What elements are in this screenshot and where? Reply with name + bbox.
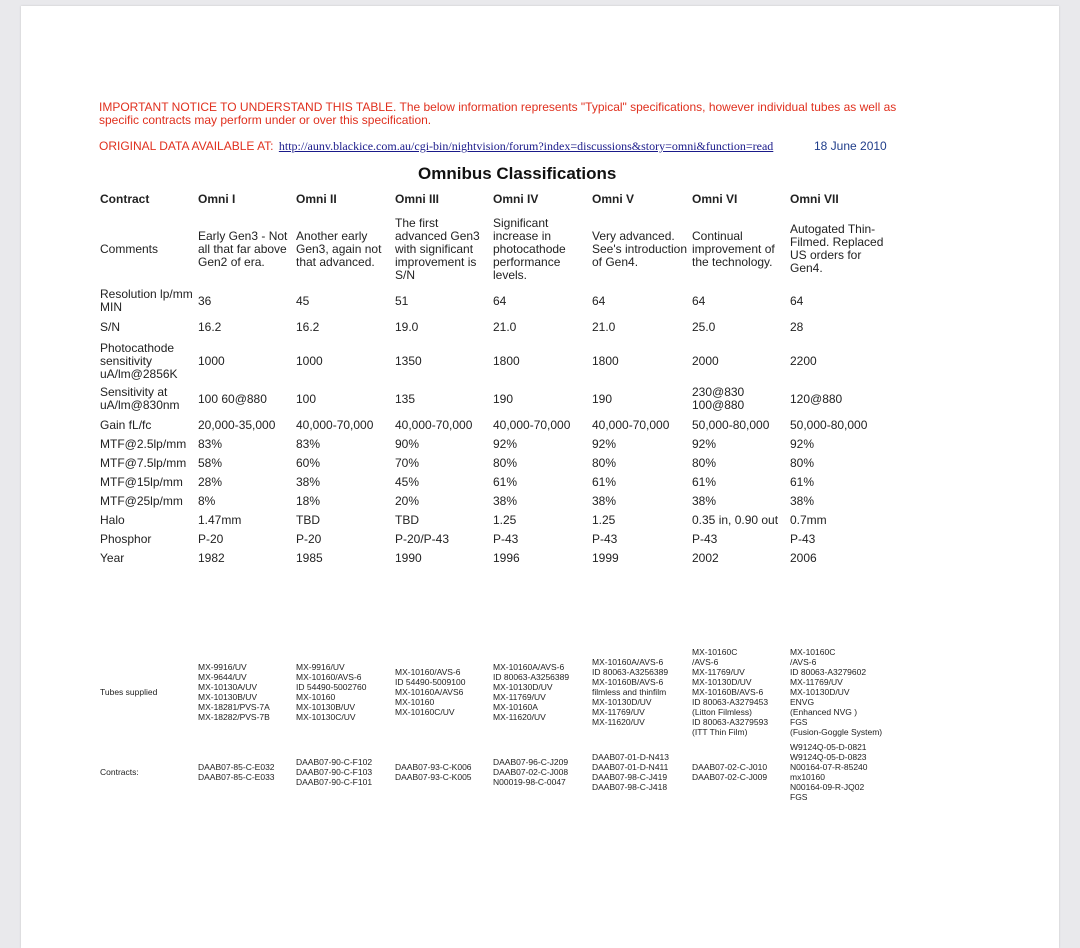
table-cell: 83% xyxy=(296,437,321,451)
important-notice: IMPORTANT NOTICE TO UNDERSTAND THIS TABLE. The below information represents "Typical" specifications, however individual tubes as well as specific contracts may perform under or over this specification. xyxy=(99,100,897,127)
table-cell: 38% xyxy=(493,494,518,508)
table-cell: P-20 xyxy=(296,532,322,546)
table-cell: 1.25 xyxy=(592,513,616,527)
table-cell: P-20/P-43 xyxy=(395,532,450,546)
table-row xyxy=(98,339,888,383)
column-header: Omni III xyxy=(395,191,440,206)
table-cell: 2200 xyxy=(790,353,817,368)
row-label: Tubes supplied xyxy=(100,687,158,697)
table-cell: DAAB07-02-C-J010 DAAB07-02-C-J009 xyxy=(692,762,768,782)
row-label: S/N xyxy=(100,319,121,334)
table-cell: 2000 xyxy=(692,353,719,368)
contracts-row xyxy=(98,740,888,804)
table-cell: 38% xyxy=(790,494,815,508)
table-cell: 92% xyxy=(493,437,518,451)
table-cell: 1000 xyxy=(198,353,225,368)
column-header: Omni VI xyxy=(692,191,738,206)
table-cell: DAAB07-01-D-N413 DAAB07-01-D-N411 DAAB07-98-C-J419 DAAB07-98-C-J418 xyxy=(592,752,670,792)
table-cell: MX-10160A/AVS-6 ID 80063-A3256389 MX-10130D/UV MX-11769/UV MX-10160A MX-11620/UV xyxy=(493,662,570,722)
row-label: Sensitivity at uA/lm@830nm xyxy=(100,385,180,412)
table-cell: 51 xyxy=(395,293,409,308)
table-cell: 80% xyxy=(692,456,717,470)
row-label: Year xyxy=(100,551,125,565)
table-cell: 190 xyxy=(493,391,514,406)
table-cell: MX-10160A/AVS-6 ID 80063-A3256389 MX-10160B/AVS-6 filmless and thinfilm MX-10130D/UV MX-11769/UV MX-11620/UV xyxy=(592,657,669,727)
table-cell: 64 xyxy=(592,293,606,308)
table-cell: 38% xyxy=(592,494,617,508)
table-cell: 80% xyxy=(790,456,815,470)
table-cell: 25.0 xyxy=(692,319,716,334)
table-cell: 64 xyxy=(493,293,507,308)
table-cell: 50,000-80,000 xyxy=(790,417,868,432)
table-cell: Another early Gen3, again not that advanced. xyxy=(296,228,382,269)
table-cell: P-43 xyxy=(692,532,718,546)
table-cell: 58% xyxy=(198,456,223,470)
table-cell: 28 xyxy=(790,319,804,334)
table-row xyxy=(98,511,888,530)
table-cell: 83% xyxy=(198,437,223,451)
table-cell: 230@830 100@880 xyxy=(692,385,745,412)
table-cell: 36 xyxy=(198,293,212,308)
table-cell: TBD xyxy=(395,513,419,527)
table-cell: P-43 xyxy=(493,532,519,546)
table-cell: 120@880 xyxy=(790,391,843,406)
table-row xyxy=(98,211,888,287)
table-cell: 1999 xyxy=(592,551,619,565)
table-cell: 135 xyxy=(395,391,416,406)
table-cell: MX-9916/UV MX-10160/AVS-6 ID 54490-5002760 MX-10160 MX-10130B/UV MX-10130C/UV xyxy=(296,662,367,722)
table-cell: 80% xyxy=(493,456,518,470)
row-label: Gain fL/fc xyxy=(100,417,152,432)
row-label: Photocathode sensitivity uA/lm@2856K xyxy=(100,340,178,381)
table-cell: The first advanced Gen3 with significant improvement is S/N xyxy=(395,215,480,282)
column-header: Omni II xyxy=(296,191,337,206)
table-cell: DAAB07-90-C-F102 DAAB07-90-C-F103 DAAB07-90-C-F101 xyxy=(296,757,373,787)
table-row xyxy=(98,473,888,492)
table-cell: 16.2 xyxy=(198,319,222,334)
table-title: Omnibus Classifications xyxy=(418,164,617,183)
row-label: MTF@7.5lp/mm xyxy=(100,456,187,470)
table-cell: 21.0 xyxy=(592,319,616,334)
table-cell: P-43 xyxy=(592,532,618,546)
table-cell: 1985 xyxy=(296,551,323,565)
row-label: Halo xyxy=(100,513,125,527)
row-label: Phosphor xyxy=(100,532,152,546)
table-cell: DAAB07-93-C-K006 DAAB07-93-C-K005 xyxy=(395,762,472,782)
table-cell: P-43 xyxy=(790,532,816,546)
header-row xyxy=(98,187,888,211)
table-cell: 38% xyxy=(296,475,321,489)
table-cell: 64 xyxy=(790,293,804,308)
tubes-contracts-table xyxy=(98,644,888,804)
table-cell: DAAB07-85-C-E032 DAAB07-85-C-E033 xyxy=(198,762,275,782)
table-cell: 19.0 xyxy=(395,319,419,334)
table-cell: 16.2 xyxy=(296,319,320,334)
table-row xyxy=(98,287,888,315)
table-cell: 38% xyxy=(692,494,717,508)
table-cell: 1350 xyxy=(395,353,422,368)
column-header: Omni I xyxy=(198,191,236,206)
table-cell: 61% xyxy=(790,475,815,489)
table-cell: 190 xyxy=(592,391,613,406)
table-cell: 50,000-80,000 xyxy=(692,417,770,432)
table-cell: Significant increase in photocathode performance levels. xyxy=(493,215,566,282)
source-label: ORIGINAL DATA AVAILABLE AT: xyxy=(99,139,274,153)
table-cell: MX-9916/UV MX-9644/UV MX-10130A/UV MX-10130B/UV MX-18281/PVS-7A MX-18282/PVS-7B xyxy=(198,662,270,722)
table-cell: 0.7mm xyxy=(790,513,827,527)
row-label: Resolution lp/mm MIN xyxy=(100,287,193,314)
table-row xyxy=(98,415,888,435)
table-cell: 92% xyxy=(692,437,717,451)
table-cell: 92% xyxy=(790,437,815,451)
table-cell: 80% xyxy=(592,456,617,470)
table-cell: 61% xyxy=(592,475,617,489)
table-cell: Early Gen3 - Not all that far above Gen2 of era. xyxy=(198,228,288,269)
table-cell: 61% xyxy=(692,475,717,489)
table-row xyxy=(98,315,888,339)
column-header: Contract xyxy=(100,191,150,206)
table-cell: TBD xyxy=(296,513,320,527)
table-cell: MX-10160C /AVS-6 MX-11769/UV MX-10130D/UV MX-10160B/AVS-6 ID 80063-A3279453 (Litton Filmless) ID 80063-A3279593 (ITT Thin Film) xyxy=(692,647,769,737)
table-cell: 64 xyxy=(692,293,706,308)
row-label: MTF@15lp/mm xyxy=(100,475,183,489)
table-row xyxy=(98,383,888,415)
table-cell: 40,000-70,000 xyxy=(493,417,571,432)
table-cell: 1996 xyxy=(493,551,520,565)
table-cell: 2006 xyxy=(790,551,817,565)
table-cell: 45% xyxy=(395,475,420,489)
row-label: Contracts: xyxy=(100,767,139,777)
source-line xyxy=(99,139,899,154)
table-cell: 90% xyxy=(395,437,420,451)
table-cell: 1800 xyxy=(592,353,619,368)
table-cell: MX-10160C /AVS-6 ID 80063-A3279602 MX-11769/UV MX-10130D/UV ENVG (Enhanced NVG ) FGS (Fusion-Goggle System) xyxy=(790,647,883,737)
table-cell: 0.35 in, 0.90 out xyxy=(692,513,779,527)
tubes-supplied-row xyxy=(98,644,888,740)
table-cell: Continual improvement of the technology. xyxy=(692,228,775,269)
table-row xyxy=(98,530,888,549)
table-cell: 2002 xyxy=(692,551,719,565)
table-cell: 1.47mm xyxy=(198,513,242,527)
table-row xyxy=(98,454,888,473)
table-cell: 1990 xyxy=(395,551,422,565)
table-row xyxy=(98,549,888,568)
table-row xyxy=(98,435,888,454)
table-cell: 40,000-70,000 xyxy=(395,417,473,432)
table-cell: Autogated Thin-Filmed. Replaced US orders for Gen4. xyxy=(790,222,884,275)
table-cell: MX-10160/AVS-6 ID 54490-5009100 MX-10160A/AVS6 MX-10160 MX-10160C/UV xyxy=(395,667,466,717)
table-cell: P-20 xyxy=(198,532,224,546)
table-cell: 92% xyxy=(592,437,617,451)
table-cell: 20% xyxy=(395,494,420,508)
table-cell: DAAB07-96-C-J209 DAAB07-02-C-J008 N00019-98-C-0047 xyxy=(493,757,569,787)
spec-table xyxy=(98,187,888,568)
table-cell: 45 xyxy=(296,293,310,308)
table-cell: 61% xyxy=(493,475,518,489)
row-label: MTF@2.5lp/mm xyxy=(100,437,187,451)
table-cell: 100 xyxy=(296,391,317,406)
table-cell: 21.0 xyxy=(493,319,517,334)
table-cell: 28% xyxy=(198,475,223,489)
source-url-link[interactable]: http://aunv.blackice.com.au/cgi-bin/nightvision/forum?index=discussions&story=omni&function=read xyxy=(278,139,774,153)
column-header: Omni IV xyxy=(493,191,539,206)
table-cell: 1000 xyxy=(296,353,323,368)
table-cell: 1800 xyxy=(493,353,520,368)
table-cell: 100 60@880 xyxy=(198,391,267,406)
table-cell: 70% xyxy=(395,456,420,470)
table-row xyxy=(98,492,888,511)
table-cell: 20,000-35,000 xyxy=(198,417,276,432)
row-label: MTF@25lp/mm xyxy=(100,494,183,508)
table-cell: Very advanced. See's introduction of Gen4. xyxy=(592,228,688,269)
column-header: Omni V xyxy=(592,191,635,206)
table-cell: 18% xyxy=(296,494,321,508)
column-header: Omni VII xyxy=(790,191,839,206)
document-date: 18 June 2010 xyxy=(814,139,887,153)
table-cell: 1.25 xyxy=(493,513,517,527)
row-label: Comments xyxy=(100,241,159,256)
table-cell: 40,000-70,000 xyxy=(592,417,670,432)
table-cell: W9124Q-05-D-0821 W9124Q-05-D-0823 N00164-07-R-85240 mx10160 N00164-09-R-JQ02 FGS xyxy=(790,742,868,802)
table-cell: 60% xyxy=(296,456,321,470)
table-cell: 40,000-70,000 xyxy=(296,417,374,432)
table-cell: 1982 xyxy=(198,551,225,565)
table-cell: 8% xyxy=(198,494,216,508)
